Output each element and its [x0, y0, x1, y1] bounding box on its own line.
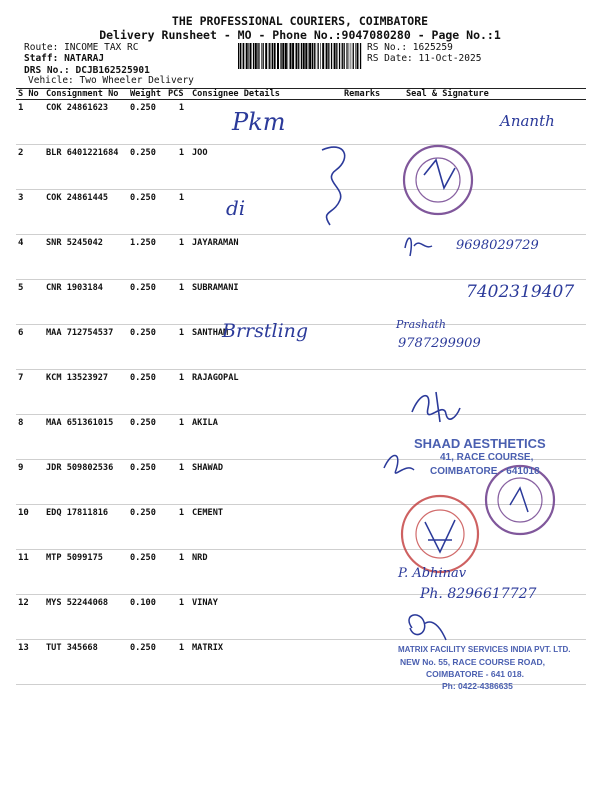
row-pcs: 1: [166, 280, 190, 325]
row-sno: 12: [16, 595, 44, 640]
matrix-stamp-phone: Ph: 0422-4386635: [442, 681, 513, 691]
route-value: INCOME TAX RC: [64, 42, 139, 53]
handwritten-row3-consignee: di: [226, 196, 246, 220]
row-pcs: 1: [166, 415, 190, 460]
round-seal-stamp-row11: [402, 496, 478, 572]
row-sno: 1: [16, 100, 44, 145]
drs-line: DRS No.: DCJB162525901: [24, 65, 150, 76]
route-line: Route: INCOME TAX RC: [24, 42, 139, 53]
company-title: THE PROFESSIONAL COURIERS, COIMBATORE: [171, 14, 429, 28]
row-consignment-no: MYS 52244068: [44, 595, 128, 640]
row-weight: 0.250: [128, 370, 166, 415]
row-pcs: 1: [166, 145, 190, 190]
row-pcs: 1: [166, 640, 190, 685]
row-pcs: 1: [166, 235, 190, 280]
row-consignee: SHAWAD: [190, 460, 342, 505]
row-consignee: AKILA: [190, 415, 342, 460]
row-weight: 0.250: [128, 415, 166, 460]
row-consignee: JAYARAMAN: [190, 235, 342, 280]
row-consignment-no: SNR 5245042: [44, 235, 128, 280]
row-consignment-no: MAA 651361015: [44, 415, 128, 460]
handwritten-row6-name: Prashath: [396, 318, 447, 331]
matrix-stamp-address1: NEW No. 55, RACE COURSE ROAD,: [400, 657, 545, 667]
row-weight: 0.250: [128, 505, 166, 550]
handwritten-row1-consignee: Pkm: [232, 108, 286, 136]
row-sno: 2: [16, 145, 44, 190]
row-weight: 0.250: [128, 325, 166, 370]
row-consignment-no: COK 24861445: [44, 190, 128, 235]
col-consignment: Consignment No: [44, 89, 128, 100]
row-weight: 0.100: [128, 595, 166, 640]
row-consignment-no: CNR 1903184: [44, 280, 128, 325]
vehicle-value: Two Wheeler Delivery: [79, 75, 194, 86]
row-weight: 0.250: [128, 640, 166, 685]
row-sno: 6: [16, 325, 44, 370]
row-consignee: JOO: [190, 145, 342, 190]
row-sno: 8: [16, 415, 44, 460]
row-consignment-no: COK 24861623: [44, 100, 128, 145]
handwritten-brace: [322, 147, 345, 225]
row-weight: 1.250: [128, 235, 166, 280]
vehicle-line: Vehicle: Two Wheeler Delivery: [28, 75, 194, 86]
rs-no-value: 1625259: [412, 42, 453, 53]
row-consignment-no: KCM 13523927: [44, 370, 128, 415]
row-weight: 0.250: [128, 145, 166, 190]
row-sno: 13: [16, 640, 44, 685]
row-pcs: 1: [166, 595, 190, 640]
row-consignment-no: JDR 509802536: [44, 460, 128, 505]
handwritten-row4-phone: 9698029729: [456, 238, 539, 253]
row-sno: 4: [16, 235, 44, 280]
row-sno: 11: [16, 550, 44, 595]
row-pcs: 1: [166, 370, 190, 415]
row-weight: 0.250: [128, 100, 166, 145]
signature-row4: [405, 238, 432, 256]
shaad-stamp-name: SHAAD AESTHETICS: [414, 436, 546, 451]
row-pcs: 1: [166, 325, 190, 370]
row-weight: 0.250: [128, 460, 166, 505]
row-consignment-no: EDQ 17811816: [44, 505, 128, 550]
matrix-stamp-name: MATRIX FACILITY SERVICES INDIA PVT. LTD.: [398, 645, 571, 654]
row-pcs: 1: [166, 190, 190, 235]
row-consignee: CEMENT: [190, 505, 342, 550]
staff-value: NATARAJ: [64, 53, 105, 64]
drs-value: DCJB162525901: [75, 65, 150, 76]
rs-date-line: RS Date: 11-Oct-2025: [367, 53, 482, 64]
row-sno: 3: [16, 190, 44, 235]
col-sno: S No: [16, 89, 44, 100]
matrix-stamp-address2: COIMBATORE - 641 018.: [426, 669, 524, 679]
shaad-stamp-address1: 41, RACE COURSE,: [440, 452, 534, 463]
row-sno: 7: [16, 370, 44, 415]
rs-no-line: RS No.: 1625259: [367, 42, 453, 53]
handwritten-row5-phone: 7402319407: [466, 282, 575, 302]
row-consignee: SANTHAM: [190, 325, 342, 370]
col-weight: Weight: [128, 89, 166, 100]
row-weight: 0.250: [128, 550, 166, 595]
row-pcs: 1: [166, 100, 190, 145]
row-pcs: 1: [166, 550, 190, 595]
col-pcs: PCS: [166, 89, 190, 100]
signature-row13: [409, 615, 446, 640]
shaad-stamp-address2: COIMBATORE - 641018: [430, 466, 540, 477]
row-pcs: 1: [166, 460, 190, 505]
rs-date-value: 11-Oct-2025: [418, 53, 482, 64]
row-pcs: 1: [166, 505, 190, 550]
col-consignee: Consignee Details: [190, 89, 342, 100]
signature-row9: [384, 455, 414, 473]
staff-line: Staff: NATARAJ: [24, 53, 105, 64]
row-weight: 0.250: [128, 190, 166, 235]
handwritten-row1-signature: Ananth: [500, 112, 555, 130]
row-consignee: SUBRAMANI: [190, 280, 342, 325]
signature-row8: [412, 392, 460, 422]
row-consignee: RAJAGOPAL: [190, 370, 342, 415]
runsheet-subtitle: Delivery Runsheet - MO - Phone No.:9047080280 - Page No.:1: [99, 28, 501, 42]
row-sno: 9: [16, 460, 44, 505]
handwritten-row6-phone: 9787299909: [398, 336, 481, 351]
handwritten-row12-phone: Ph. 8296617727: [420, 586, 537, 602]
handwritten-row7-consignee: Brrstling: [222, 320, 309, 342]
row-sno: 5: [16, 280, 44, 325]
handwritten-row12-signature: P. Abhinav: [398, 566, 467, 581]
row-consignment-no: BLR 6401221684: [44, 145, 128, 190]
row-sno: 10: [16, 505, 44, 550]
row-consignment-no: MAA 712754537: [44, 325, 128, 370]
round-seal-stamp-row2: [404, 146, 472, 214]
row-consignee: NRD: [190, 550, 342, 595]
col-remarks: Remarks: [342, 89, 384, 100]
row-weight: 0.250: [128, 280, 166, 325]
col-seal-signature: Seal & Signature: [384, 89, 586, 100]
row-consignee: MATRIX: [190, 640, 342, 685]
row-consignee: VINAY: [190, 595, 342, 640]
row-consignment-no: MTP 5099175: [44, 550, 128, 595]
row-consignment-no: TUT 345668: [44, 640, 128, 685]
